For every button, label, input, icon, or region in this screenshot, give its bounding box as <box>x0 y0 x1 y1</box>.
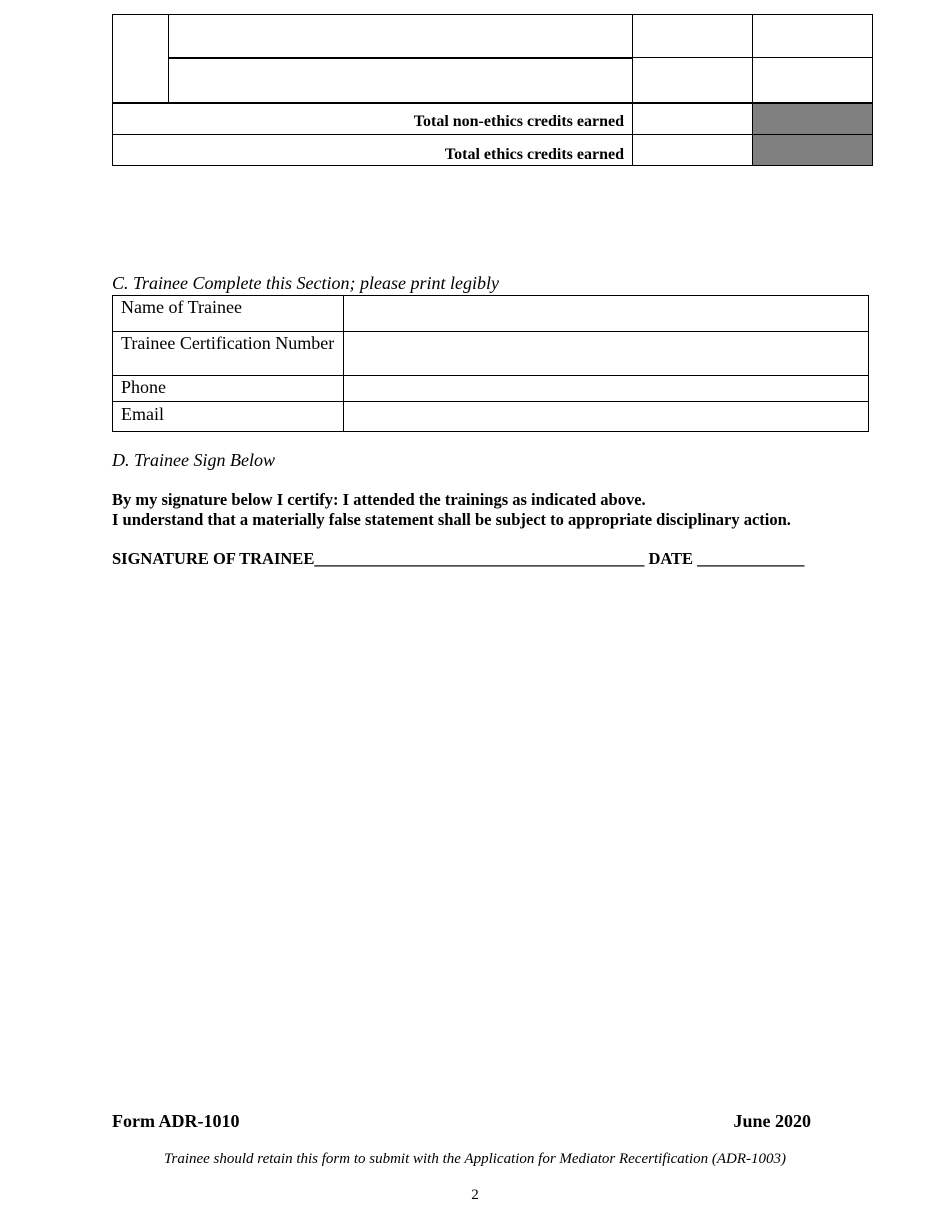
form-id: Form ADR-1010 <box>112 1111 240 1131</box>
total-ethics-label: Total ethics credits earned <box>444 146 624 163</box>
table-row <box>113 296 869 332</box>
email-label: Email <box>113 402 344 432</box>
certify-line-2: I understand that a materially false statement shall be subject to appropriate disciplinary action. <box>112 510 791 529</box>
signature-line[interactable]: SIGNATURE OF TRAINEE________________________________________ DATE _____________ <box>112 549 805 568</box>
section-c-title: C. Trainee Complete this Section; please print legibly <box>112 273 499 293</box>
form-date: June 2020 <box>733 1111 811 1131</box>
email-field[interactable] <box>344 402 869 432</box>
footer-note: Trainee should retain this form to submit with the Application for Mediator Recertification (ADR-1003) <box>163 1151 787 1167</box>
phone-field[interactable] <box>344 376 869 402</box>
certify-line-1: By my signature below I certify: I attended the trainings as indicated above. <box>112 490 646 509</box>
credits-table <box>112 14 873 166</box>
name-of-trainee-label: Name of Trainee <box>113 296 344 332</box>
table-row <box>113 376 869 402</box>
total-non-ethics-label: Total non-ethics credits earned <box>413 113 624 130</box>
phone-label: Phone <box>113 376 344 402</box>
shaded-cell-ethics <box>752 134 873 166</box>
page-number: 2 <box>471 1187 479 1203</box>
certification-number-field[interactable] <box>344 332 869 376</box>
name-of-trainee-field[interactable] <box>344 296 869 332</box>
table-row <box>113 332 869 376</box>
section-d-title: D. Trainee Sign Below <box>112 450 275 470</box>
certification-number-label: Trainee Certification Number <box>113 332 344 376</box>
shaded-cell-non-ethics <box>752 103 873 134</box>
trainee-info-table <box>112 295 869 432</box>
table-row <box>113 402 869 432</box>
